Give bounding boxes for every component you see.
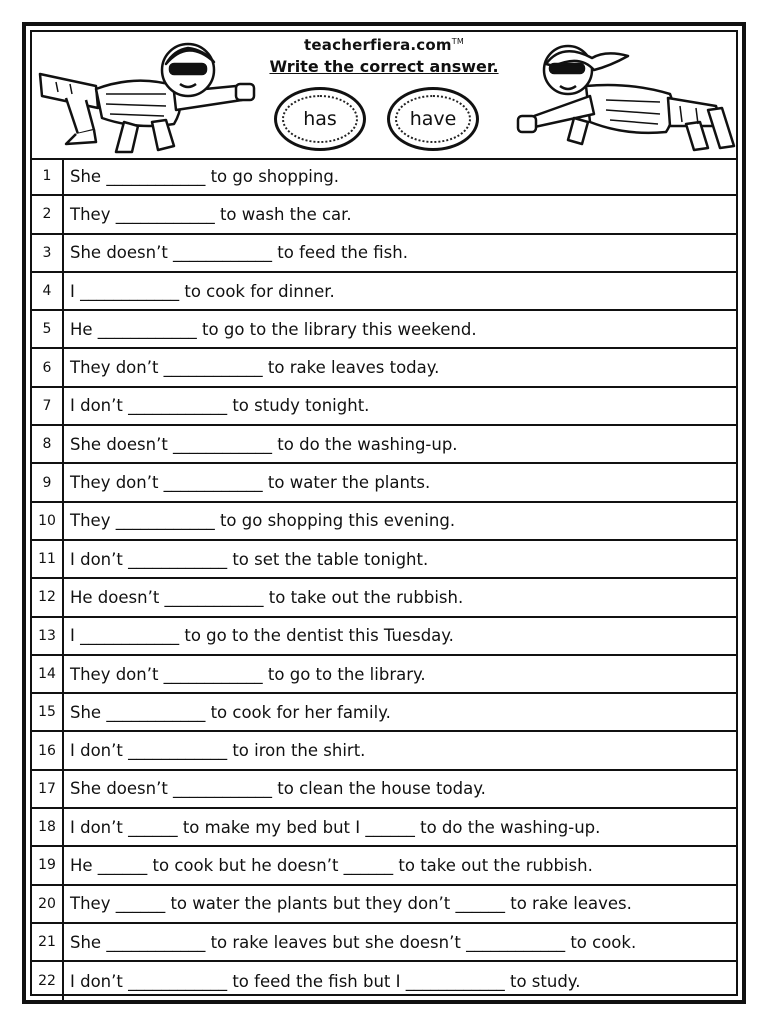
question-number: 1	[32, 158, 64, 194]
question-row	[32, 771, 736, 809]
question-sentence: I don’t ____________ to feed the fish but I ____________ to study.	[70, 971, 581, 991]
question-row	[32, 235, 736, 273]
question-sentence: She ____________ to rake leaves but she doesn’t ____________ to cook.	[70, 932, 637, 952]
question-row	[32, 541, 736, 579]
question-sentence: I don’t ____________ to iron the shirt.	[70, 741, 366, 761]
question-number: 15	[32, 694, 64, 730]
question-sentence: She ____________ to cook for her family.	[70, 702, 391, 722]
question-row	[32, 694, 736, 732]
question-number: 13	[32, 618, 64, 654]
question-number: 20	[32, 886, 64, 922]
choice-has	[274, 87, 366, 151]
question-number: 14	[32, 656, 64, 692]
flying-girl-illustration	[510, 36, 738, 154]
question-number: 11	[32, 541, 64, 577]
question-row	[32, 886, 736, 924]
question-row	[32, 924, 736, 962]
question-number: 7	[32, 388, 64, 424]
question-number: 8	[32, 426, 64, 462]
question-row	[32, 388, 736, 426]
question-row	[32, 349, 736, 387]
question-row	[32, 196, 736, 234]
question-sentence: I don’t ______ to make my bed but I ______ to do the washing-up.	[70, 817, 601, 837]
question-list	[32, 158, 736, 994]
question-row	[32, 426, 736, 464]
site-name: teacherfiera.com™	[304, 36, 464, 54]
question-number: 5	[32, 311, 64, 347]
question-sentence: He ______ to cook but he doesn’t ______ to take out the rubbish.	[70, 855, 593, 875]
question-row	[32, 503, 736, 541]
question-number: 2	[32, 196, 64, 232]
question-row	[32, 732, 736, 770]
question-sentence: They don’t ____________ to water the plants.	[70, 473, 431, 493]
choice-have	[387, 87, 479, 151]
worksheet-title: Write the correct answer.	[269, 57, 499, 76]
question-row	[32, 809, 736, 847]
question-sentence: She doesn’t ____________ to do the washing-up.	[70, 434, 458, 454]
question-number: 22	[32, 962, 64, 1000]
question-number: 21	[32, 924, 64, 960]
question-sentence: She doesn’t ____________ to clean the house today.	[70, 779, 486, 799]
question-sentence: She doesn’t ____________ to feed the fish.	[70, 243, 408, 263]
question-number: 3	[32, 235, 64, 271]
question-row	[32, 579, 736, 617]
question-row	[32, 962, 736, 1000]
question-row	[32, 847, 736, 885]
question-row	[32, 656, 736, 694]
question-sentence: I don’t ____________ to set the table tonight.	[70, 549, 429, 569]
question-sentence: I don’t ____________ to study tonight.	[70, 396, 370, 416]
question-sentence: He ____________ to go to the library this weekend.	[70, 319, 477, 339]
question-sentence: She ____________ to go shopping.	[70, 166, 340, 186]
question-sentence: I ____________ to go to the dentist this Tuesday.	[70, 626, 454, 646]
question-number: 16	[32, 732, 64, 768]
question-number: 18	[32, 809, 64, 845]
question-number: 10	[32, 503, 64, 539]
question-row	[32, 311, 736, 349]
question-sentence: I ____________ to cook for dinner.	[70, 281, 335, 301]
question-sentence: They ______ to water the plants but they don’t ______ to rake leaves.	[70, 894, 632, 914]
worksheet	[30, 30, 738, 996]
question-row	[32, 618, 736, 656]
question-sentence: They don’t ____________ to rake leaves today.	[70, 358, 440, 378]
worksheet-header	[32, 32, 736, 160]
question-row	[32, 158, 736, 196]
question-number: 17	[32, 771, 64, 807]
question-row	[32, 273, 736, 311]
question-sentence: They ____________ to wash the car.	[70, 204, 352, 224]
question-number: 9	[32, 464, 64, 500]
question-number: 4	[32, 273, 64, 309]
question-sentence: They ____________ to go shopping this evening.	[70, 511, 456, 531]
question-number: 19	[32, 847, 64, 883]
question-number: 12	[32, 579, 64, 615]
choice-have-label: have	[409, 108, 457, 130]
worksheet-border	[22, 22, 746, 1004]
question-sentence: He doesn’t ____________ to take out the rubbish.	[70, 587, 464, 607]
question-number: 6	[32, 349, 64, 385]
question-sentence: They don’t ____________ to go to the library.	[70, 664, 426, 684]
question-row	[32, 464, 736, 502]
choice-has-label: has	[303, 108, 337, 130]
